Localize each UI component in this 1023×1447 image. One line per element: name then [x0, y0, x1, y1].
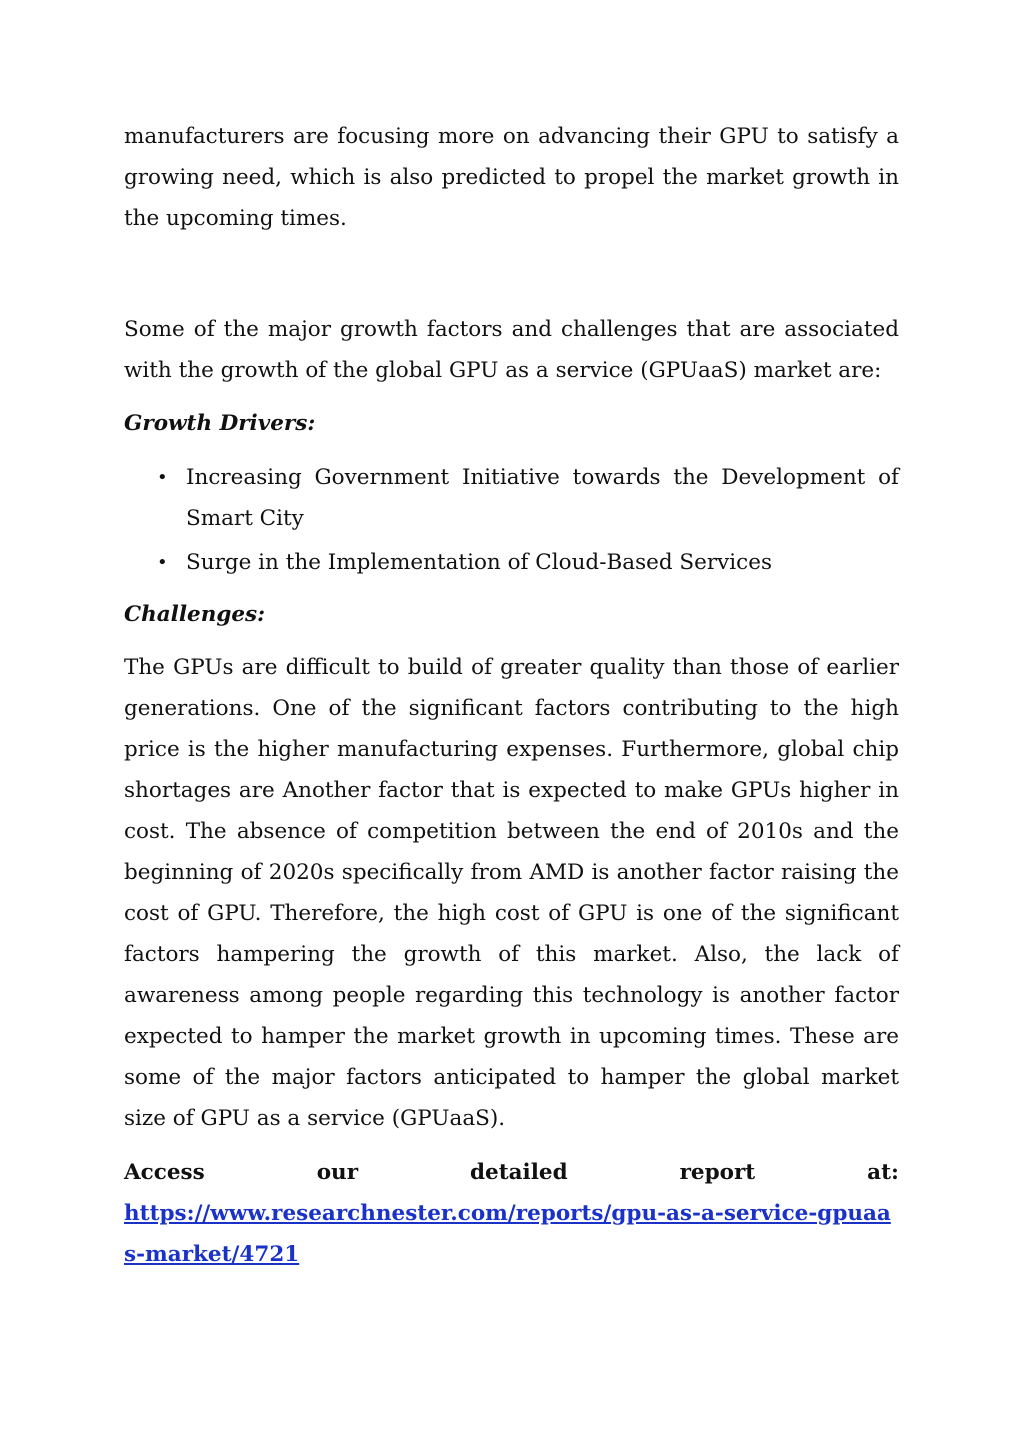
access-word: at: — [867, 1160, 899, 1185]
report-link[interactable]: https://www.researchnester.com/reports/gpu-as-a-service-gpuaas-market/4721 — [124, 1201, 891, 1267]
access-word: report — [679, 1160, 756, 1185]
growth-drivers-heading: Growth Drivers: — [124, 411, 316, 436]
access-word: detailed — [469, 1160, 568, 1185]
list-item — [124, 457, 899, 539]
challenges-heading: Challenges: — [124, 602, 266, 627]
access-word: our — [316, 1160, 359, 1185]
factors-intro-paragraph: Some of the major growth factors and challenges that are associated with the growth of the global GPU as a service (GPUaaS) market are: — [124, 317, 899, 383]
bullet-icon: • — [157, 552, 168, 573]
intro-continuation-paragraph: manufacturers are focusing more on advancing their GPU to satisfy a growing need, which is also predicted to propel the market growth in the upcoming times. — [124, 124, 899, 231]
challenges-paragraph: The GPUs are difficult to build of greater quality than those of earlier generations. One of the significant factors contributing to the high price is the higher manufacturing expenses. Furthermore, global chip shortages are Another factor that is expected to make GPUs higher in cost. The absence of competition between the end of 2010s and the beginning of 2020s specifically from AMD is another factor raising the cost of GPU. Therefore, the high cost of GPU is one of the significant factors hampering the growth of this market. Also, the lack of awareness among people regarding this technology is another factor expected to hamper the market growth in upcoming times. These are some of the major factors anticipated to hamper the global market size of GPU as a service (GPUaaS). — [124, 655, 899, 1131]
access-report-block — [124, 1152, 899, 1275]
growth-drivers-list — [124, 457, 899, 583]
growth-driver-text: Surge in the Implementation of Cloud-Based Services — [186, 550, 772, 575]
bullet-icon: • — [157, 467, 168, 488]
document-page — [124, 116, 899, 1275]
list-item — [124, 542, 899, 583]
access-word: Access — [124, 1160, 205, 1185]
growth-driver-text: Increasing Government Initiative towards the Development of Smart City — [186, 465, 899, 531]
access-line — [124, 1152, 899, 1193]
